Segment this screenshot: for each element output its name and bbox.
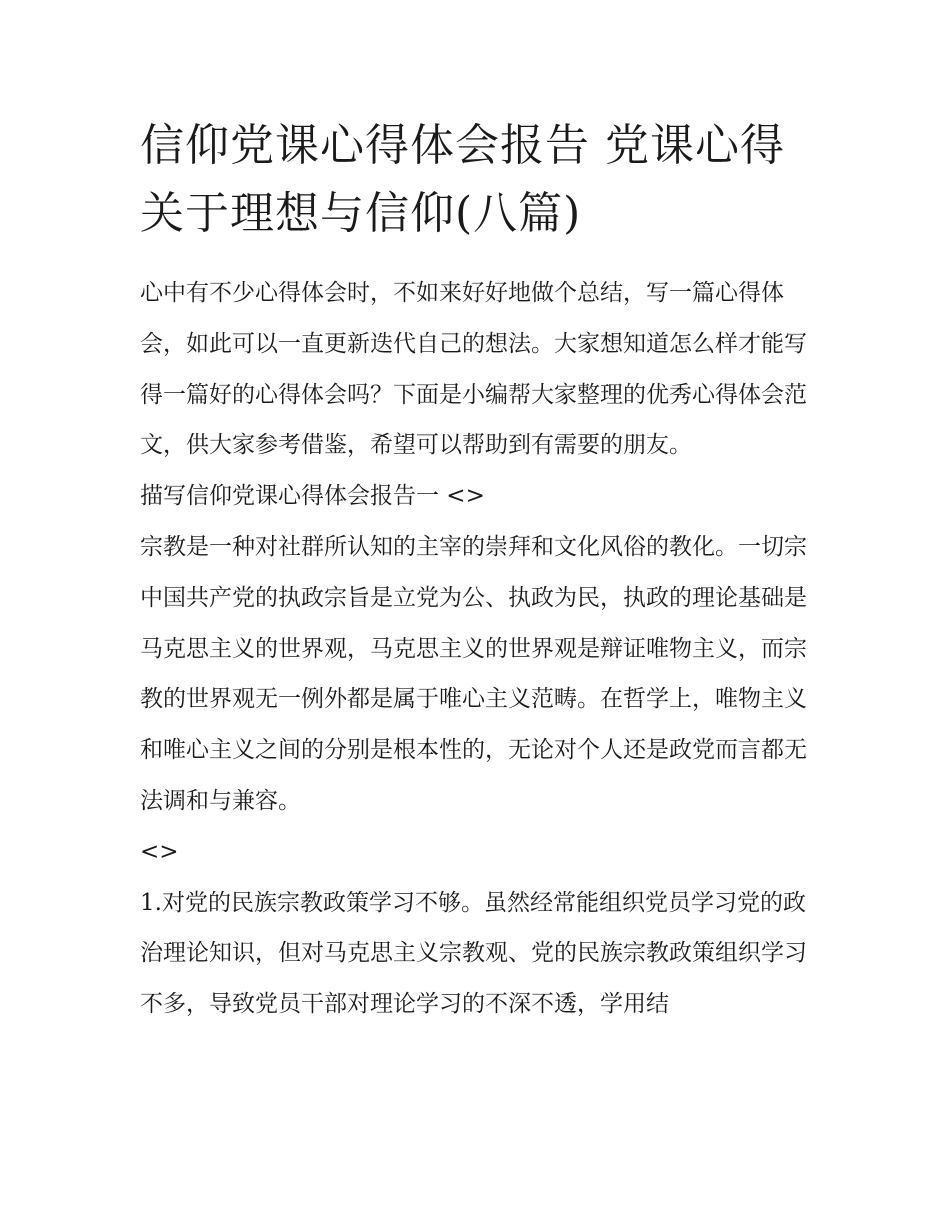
document-title: 信仰党课心得体会报告 党课心得关于理想与信仰(八篇) bbox=[140, 120, 785, 239]
document-body bbox=[140, 112, 812, 1030]
marker-line: <> bbox=[140, 838, 179, 865]
body-paragraph: 宗教是一种对社群所认知的主宰的崇拜和文化风俗的教化。一切宗中国共产党的执政宗旨是立党为公、执政为民，执政的理论基础是马克思主义的世界观，马克思主义的世界观是辩证唯物主义，而宗教的世界观无一例外都是属于唯心主义范畴。在哲学上，唯物主义和唯心主义之间的分别是根本性的，无论对个人还是政党而言都无法调和与兼容。 bbox=[140, 533, 807, 814]
list-item-paragraph: 1.对党的民族宗教政策学习不够。虽然经常能组织党员学习党的政治理论知识，但对马克思主义宗教观、党的民族宗教政策组织学习不多，导致党员干部对理论学习的不深不透，学用结 bbox=[140, 889, 807, 1018]
intro-paragraph: 心中有不少心得体会时，不如来好好地做个总结，写一篇心得体会，如此可以一直更新迭代自己的想法。大家想知道怎么样才能写得一篇好的心得体会吗？下面是小编帮大家整理的优秀心得体会范文，供大家参考借鉴，希望可以帮助到有需要的朋友。 bbox=[140, 280, 807, 459]
section-heading: 描写信仰党课心得体会报告一 <> bbox=[140, 483, 485, 510]
